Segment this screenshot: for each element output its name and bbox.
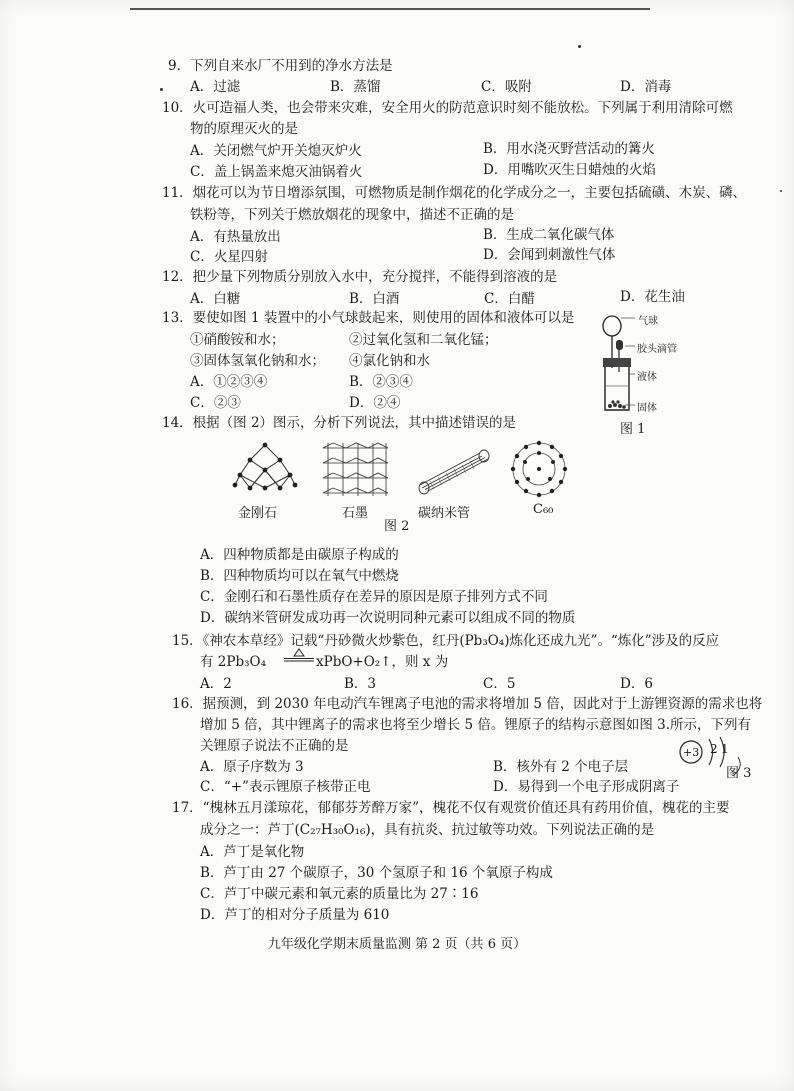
q13-item-3: ③固体氢氧化钠和水； <box>190 353 325 369</box>
fig2-caption: 图 2 <box>384 519 410 534</box>
fig3-shell1-electrons: 2 <box>710 742 718 756</box>
fig1-solid-label: 固体 <box>637 403 657 414</box>
nanotube-structure-image <box>410 445 495 495</box>
heat-triangle-icon <box>283 647 315 665</box>
scan-speck <box>578 45 581 48</box>
q17-option-c: C．芦丁中碳元素和氧元素的质量比为 27∶16 <box>200 886 479 902</box>
fig1-caption: 图 1 <box>620 422 646 437</box>
q13-option-c: C．②③ <box>190 395 241 411</box>
q13-option-a: A．①②③④ <box>190 374 268 390</box>
q14-option-a: A．四种物质都是由碳原子构成的 <box>200 547 399 563</box>
page-footer: 九年级化学期末质量监测 第 2 页（共 6 页） <box>267 937 527 952</box>
q9-option-a: A．过滤 <box>190 79 241 95</box>
q10-stem-line1: 10．火可造福人类，也会带来灾难，安全用火的防范意识时刻不能放松。下列属于利用清除可燃 <box>162 100 733 116</box>
q16-stem-line3: 关锂原子说法不正确的是 <box>200 738 349 754</box>
q12-option-a: A．白糖 <box>190 291 241 307</box>
q17-option-b: B．芦丁由 27 个碳原子，30 个氢原子和 16 个氧原子构成 <box>200 865 553 881</box>
fig2-c60-label: C₆₀ <box>533 502 554 517</box>
q13-stem: 13．要使如图 1 装置中的小气球鼓起来，则使用的固体和液体可以是 <box>162 310 575 326</box>
q16-stem-line1: 16．据预测，到 2030 年电动汽车锂离子电池的需求将增加 5 倍，因此对于上游锂资源的需求也将 <box>172 696 763 712</box>
q17-stem-line2: 成分之一：芦丁(C₂₇H₃₀O₁₆)，具有抗炎、抗过敏等功效。下列说法正确的是 <box>200 822 655 838</box>
q9-option-c: C．吸附 <box>481 79 532 95</box>
q14-option-b: B．四种物质均可以在氧气中燃烧 <box>200 568 399 584</box>
fig3-nucleus-charge: +3 <box>683 746 700 759</box>
dropper-bulb <box>616 340 623 350</box>
q10-option-c: C．盖上锅盖来熄灭油锅着火 <box>190 164 363 180</box>
fig3-caption: 图 3 <box>726 766 752 781</box>
scan-speck <box>160 88 163 91</box>
q13-option-d: D．②④ <box>349 395 401 411</box>
q14-option-d: D．碳纳米管研发成功再一次说明同种元素可以组成不同的物质 <box>200 610 576 626</box>
q10-option-b: B．用水浇灭野营活动的篝火 <box>483 141 655 157</box>
q11-option-d: D．会闻到刺激性气体 <box>483 247 616 263</box>
q16-option-d: D．易得到一个电子形成阴离子 <box>493 779 680 795</box>
q9-stem: 9．下列自来水厂不用到的净水方法是 <box>168 58 393 74</box>
q15-option-d: D．6 <box>620 676 653 692</box>
q11-option-c: C．火星四射 <box>190 249 268 265</box>
q13-item-2: ②过氧化氢和二氧化锰； <box>349 332 498 348</box>
q15-equation-right: xPbO+O₂↑，则 x 为 <box>316 654 449 670</box>
q14-option-c: C．金刚石和石墨性质存在差异的原因是原子排列方式不同 <box>200 589 548 605</box>
q13-item-4: ④氯化钠和水 <box>349 353 430 369</box>
q15-stem-line1: 15．《神农本草经》记载“丹砂微火炒紫色，红丹(Pb₃O₄)炼化还成九光”。“炼化”涉及的反应 <box>172 633 720 649</box>
diamond-structure-image <box>230 440 300 495</box>
fig1-liquid-label: 液体 <box>637 372 657 383</box>
q15-option-c: C．5 <box>483 676 516 692</box>
graphite-structure-image <box>318 438 393 498</box>
q10-option-d: D．用嘴吹灭生日蜡烛的火焰 <box>483 162 656 178</box>
q12-option-b: B．白酒 <box>349 291 400 307</box>
q13-item-1: ①硝酸铵和水； <box>190 332 285 348</box>
fig1-dropper-label: 胶头滴管 <box>637 344 677 355</box>
q11-stem-line1: 11．烟花可以为节日增添氛围，可燃物质是制作烟花的化学成分之一，主要包括硫磺、木炭、磷、 <box>162 185 747 201</box>
q9-option-b: B．蒸馏 <box>330 79 381 95</box>
q11-option-b: B．生成二氧化碳气体 <box>483 227 615 243</box>
q16-option-b: B．核外有 2 个电子层 <box>493 759 629 775</box>
q12-option-d: D．花生油 <box>620 289 685 305</box>
stopper <box>603 358 631 367</box>
q12-stem: 12．把少量下列物质分别放入水中，充分搅拌，不能得到溶液的是 <box>162 269 558 285</box>
q16-option-c: C．“+”表示锂原子核带正电 <box>200 779 371 795</box>
q10-stem-line2: 物的原理灭火的是 <box>190 121 298 137</box>
q17-option-d: D．芦丁的相对分子质量为 610 <box>200 907 390 923</box>
q16-option-a: A．原子序数为 3 <box>200 759 304 775</box>
q9-option-d: D．消毒 <box>620 79 672 95</box>
q11-stem-line2: 铁粉等，下列关于燃放烟花的现象中，描述不正确的是 <box>190 207 514 223</box>
scan-speck <box>780 190 782 192</box>
q10-option-a: A．关闭燃气炉开关熄灭炉火 <box>190 143 362 159</box>
q17-option-a: A．芦丁是氧化物 <box>200 844 305 860</box>
q17-stem-line1: 17．“槐林五月漾琼花，郁郁芬芳醉万家”，槐花不仅有观赏价值还具有药用价值，槐花的主要 <box>172 800 730 816</box>
solid-particles <box>608 400 626 408</box>
q15-option-b: B．3 <box>344 676 377 692</box>
q12-option-c: C．白醋 <box>484 291 535 307</box>
flask-body <box>605 367 629 410</box>
fig1-balloon-label: 气球 <box>638 316 658 327</box>
fig2-graphite-label: 石墨 <box>342 506 369 521</box>
fig3-shell2-electrons: 1 <box>721 742 729 756</box>
q13-option-b: B．②③④ <box>349 374 413 390</box>
fig2-nanotube-label: 碳纳米管 <box>418 506 471 521</box>
fig2-diamond-label: 金刚石 <box>238 506 278 521</box>
q11-option-a: A．有热量放出 <box>190 229 281 245</box>
page-top-edge <box>130 8 650 10</box>
q15-option-a: A．2 <box>200 676 232 692</box>
c60-structure-image <box>508 438 570 500</box>
q14-stem: 14．根据（图 2）图示，分析下列说法，其中描述错误的是 <box>162 415 517 431</box>
q16-stem-line2: 增加 5 倍，其中锂离子的需求也将至少增长 5 倍。锂原子的结构示意图如图 3.所示，下列有 <box>200 717 752 733</box>
q15-equation-left: 有 2Pb₃O₄ <box>200 654 266 670</box>
balloon-shape <box>603 316 621 336</box>
